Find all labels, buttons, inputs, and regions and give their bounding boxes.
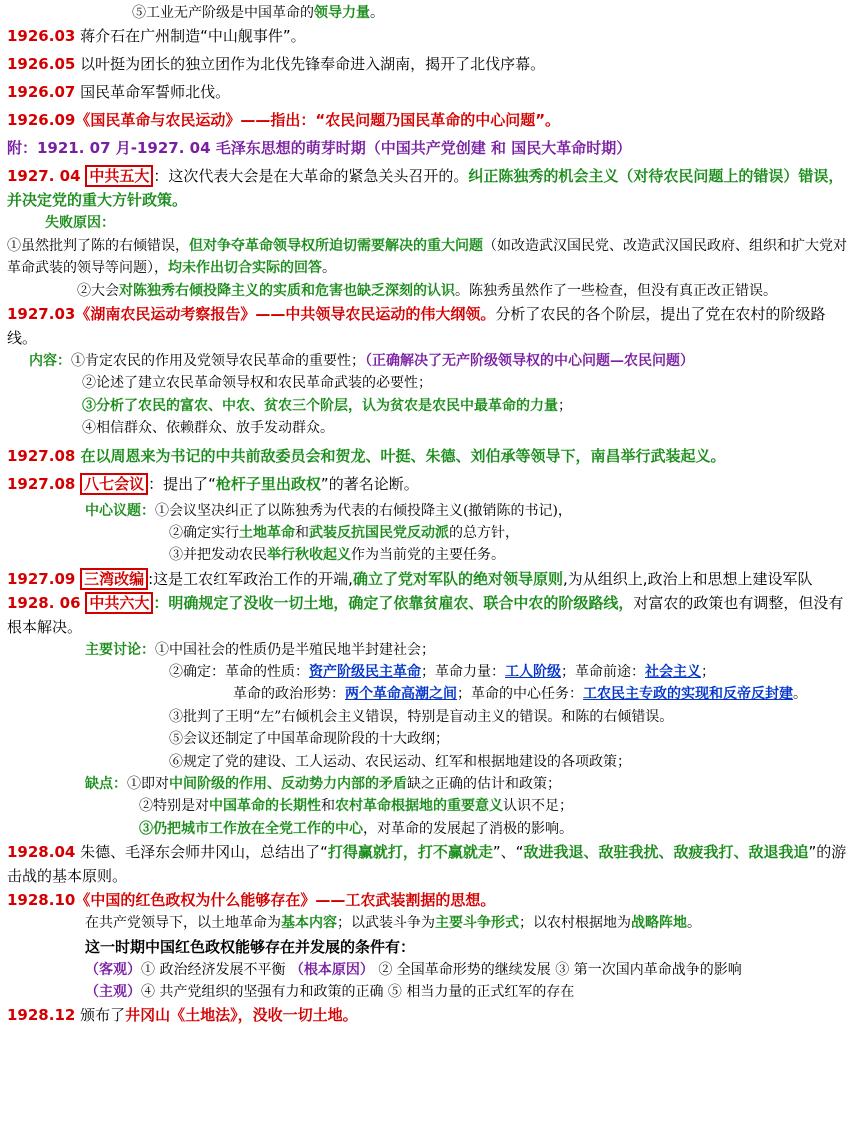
- text: ②确定实行: [169, 524, 239, 541]
- line-36: [7, 959, 853, 981]
- text: ②大会: [77, 282, 119, 299]
- highlight: 基本内容: [281, 915, 337, 932]
- line-14: [7, 395, 853, 417]
- text: ：提出了“: [148, 474, 216, 493]
- highlight: 打得赢就打，打不赢就走: [327, 843, 493, 862]
- highlight: ③仍把城市工作放在全党工作的中心: [139, 820, 363, 837]
- line-03: [7, 52, 853, 76]
- section-label: 内容：: [29, 352, 71, 369]
- text: （如改造武汉国民党、改造武汉国民政府、组织和扩大党对革命武装的领导等问题），: [7, 237, 847, 277]
- highlight: 主要斗争形式: [435, 915, 519, 932]
- highlight: 举行秋收起义: [267, 547, 351, 564]
- text: ⑤会议还制定了中国革命现阶段的十大政纲；: [169, 731, 449, 748]
- text: 。: [687, 915, 701, 932]
- section-label: 中心议题：: [85, 502, 155, 519]
- highlight: ：明确规定了没收一切土地，确定了依靠贫雇农、联合中农的阶级路线，: [153, 593, 634, 612]
- highlight: 两个革命高潮之间: [345, 686, 457, 703]
- text: ；: [701, 664, 715, 681]
- text: 蒋介石在广州制造“中山舰事件”。: [75, 27, 306, 46]
- line-32: [7, 840, 853, 888]
- highlight: （根本原因）: [289, 961, 374, 978]
- line-33: [7, 888, 853, 912]
- highlight: ③分析了农民的富农、中农、贫农三个阶层，认为贫农是农民中最革命的力量: [82, 397, 558, 414]
- text: ⑥规定了党的建设、工人运动、农民运动、红军和根据地建设的各项政策；: [169, 753, 631, 770]
- highlight: 中间阶级的作用、反动势力内部的矛盾: [169, 776, 407, 793]
- text: ①会议坚决纠正了以陈独秀为代表的右倾投降主义(撤销陈的书记)，: [155, 502, 572, 519]
- line-27: [7, 728, 853, 750]
- text: 认识不足；: [503, 798, 573, 815]
- period-heading: 附：1921. 07 月-1927. 04 毛泽东思想的萌芽时期（中国共产党创建 和 国民大革命时期）: [7, 139, 632, 158]
- text: 朱德、毛泽东会师井冈山，总结出了“: [75, 843, 328, 862]
- text: 和: [321, 798, 335, 815]
- text: ② 全国革命形势的继续发展 ③ 第一次国内革命战争的影响: [373, 961, 742, 978]
- text: ；以农村根据地为: [519, 915, 631, 932]
- highlight: 工人阶级: [505, 664, 561, 681]
- text: 以叶挺为团长的独立团作为北伐先锋奉命进入湖南，揭开了北伐序幕。: [75, 55, 546, 74]
- section-label: 缺点：: [85, 776, 127, 793]
- date: 1926.03: [7, 27, 76, 46]
- highlight: 敌进我退、敌驻我扰、敌疲我打、敌退我追: [523, 843, 809, 862]
- date: 1926.09: [7, 111, 76, 130]
- text: ④ 共产党组织的坚强有力和政策的正确 ⑤ 相当力量的正式红军的存在: [141, 983, 575, 1000]
- line-04: [7, 80, 853, 104]
- text: ，对革命的发展起了消极的影响。: [363, 820, 573, 837]
- subheading: 这一时期中国红色政权能够存在并发展的条件有：: [85, 937, 416, 956]
- section-label: 主要讨论：: [85, 641, 155, 658]
- date: 1927.08: [7, 474, 76, 493]
- text: 缺之正确的估计和政策；: [407, 776, 561, 793]
- highlight: 领导力量: [314, 5, 370, 21]
- text: 。陈独秀虽然作了一些检查，但没有真正改正错误。: [455, 282, 777, 299]
- text: ③并把发动农民: [169, 547, 267, 564]
- line-17: [7, 472, 853, 496]
- line-10: [7, 280, 853, 302]
- event-box: 中共五大: [85, 165, 153, 187]
- line-29: [7, 773, 853, 795]
- section-label: 失败原因：: [45, 215, 115, 232]
- text: ②论述了建立农民革命领导权和农民革命武装的必要性；: [82, 375, 432, 392]
- highlight: 对陈独秀右倾投降主义的实质和危害也缺乏深刻的认识: [119, 282, 455, 299]
- date: 1926.05: [7, 55, 76, 74]
- text: 颁布了: [75, 1006, 126, 1025]
- line-37: [7, 981, 853, 1003]
- text: ,为从组织上,政治上和思想上建设军队: [562, 569, 813, 588]
- text: 和: [295, 524, 309, 541]
- line-02: [7, 24, 853, 48]
- text: ”的游击战的基本原则。: [7, 843, 847, 886]
- text: 在共产党领导下，以土地革命为: [85, 915, 281, 932]
- highlight: 社会主义: [645, 664, 701, 681]
- line-11: [7, 302, 853, 350]
- line-35: [7, 935, 853, 959]
- text: ：这次代表大会是在大革命的紧急关头召开的。: [153, 167, 469, 186]
- line-06: [7, 136, 853, 160]
- date: 1927.09: [7, 569, 76, 588]
- text: ①肯定农民的作用及党领导农民革命的重要性；: [71, 352, 365, 369]
- text: ；革命前途：: [561, 664, 645, 681]
- text: ④相信群众、依赖群众、放手发动群众。: [82, 420, 334, 437]
- text: ；: [558, 397, 572, 414]
- event-box: 八七会议: [80, 473, 148, 495]
- text: ①中国社会的性质仍是半殖民地半封建社会；: [155, 641, 435, 658]
- text: ①虽然批判了陈的右倾错误，: [7, 237, 189, 254]
- line-22: [7, 591, 853, 639]
- highlight: 战略阵地: [631, 915, 687, 932]
- highlight: 工农民主专政的实现和反帝反封建: [583, 686, 793, 703]
- text: ⑤工业无产阶级是中国革命的: [132, 5, 314, 21]
- date: 1928.10: [7, 891, 76, 910]
- text: 。: [793, 686, 807, 703]
- text: ①即对: [127, 776, 169, 793]
- highlight: 中国革命的长期性: [209, 798, 321, 815]
- text: 对富农的政策也有调整，但没有根本解决。: [7, 593, 844, 636]
- line-01: [7, 2, 853, 24]
- highlight: 枪杆子里出政权: [215, 474, 321, 493]
- line-30: [7, 795, 853, 817]
- text: ；以武装斗争为: [337, 915, 435, 932]
- text: 分析了农民的各个阶层，提出了党在农村的阶级路线。: [7, 304, 826, 347]
- line-28: [7, 751, 853, 773]
- line-09: [7, 235, 853, 280]
- highlight: 确立了党对军队的绝对领导原则: [352, 569, 563, 588]
- event-box: 三湾改编: [80, 568, 148, 590]
- highlight: 《湖南农民运动考察报告》——中共领导农民运动的伟大纲领。: [75, 304, 496, 323]
- text: 国民革命军誓师北伐。: [75, 83, 231, 102]
- text: ③批判了王明“左”右倾机会主义错误，特别是盲动主义的错误。和陈的右倾错误。: [169, 708, 674, 725]
- line-07: [7, 164, 853, 212]
- line-21: [7, 567, 853, 591]
- highlight: 井冈山《土地法》，没收一切土地。: [125, 1006, 358, 1025]
- highlight: 《中国的红色政权为什么能够存在》——工农武装割据的思想。: [75, 891, 496, 910]
- text: ”的著名论断。: [320, 474, 419, 493]
- date: 1927.08: [7, 446, 76, 465]
- date: 1927.03: [7, 304, 76, 323]
- text: ”、“: [492, 843, 524, 862]
- highlight: （正确解决了无产阶级领导权的中心问题—农民问题）: [365, 352, 694, 369]
- line-16: [7, 444, 853, 468]
- line-15: [7, 417, 853, 439]
- line-25: [7, 683, 853, 705]
- text: ① 政治经济发展不平衡: [141, 961, 290, 978]
- line-26: [7, 706, 853, 728]
- text: 。: [370, 5, 384, 21]
- text: 。: [322, 260, 336, 277]
- line-12: [7, 350, 853, 372]
- text: ②特别是对: [139, 798, 209, 815]
- line-18: [7, 500, 853, 522]
- text: 革命的政治形势：: [233, 686, 345, 703]
- line-08: [7, 212, 853, 234]
- line-05: [7, 108, 853, 132]
- event-box: 中共六大: [85, 592, 153, 614]
- date: 1928. 06: [7, 593, 81, 612]
- highlight: 在以周恩来为书记的中共前敌委员会和贺龙、叶挺、朱德、刘伯承等领导下，南昌举行武装起义。: [75, 446, 726, 465]
- highlight: （主观）: [85, 983, 141, 1000]
- text: 作为当前党的主要任务。: [351, 547, 505, 564]
- date: 1926.07: [7, 83, 76, 102]
- date: 1928.04: [7, 843, 76, 862]
- highlight: 资产阶级民主革命: [309, 664, 421, 681]
- highlight: 武装反抗国民党反动派: [309, 524, 449, 541]
- highlight: 农村革命根据地的重要意义: [335, 798, 503, 815]
- line-19: [7, 522, 853, 544]
- highlight: 《国民革命与农民运动》——指出：“农民问题乃国民革命的中心问题”。: [75, 111, 561, 130]
- text: 的总方针，: [449, 524, 519, 541]
- highlight: （客观）: [85, 961, 141, 978]
- date: 1927. 04: [7, 167, 81, 186]
- line-20: [7, 544, 853, 566]
- line-24: [7, 661, 853, 683]
- highlight: 土地革命: [239, 524, 295, 541]
- line-13: [7, 372, 853, 394]
- highlight: 纠正陈独秀的机会主义（对待农民问题上的错误）错误，并决定党的重大方针政策。: [7, 167, 844, 210]
- text: :这是工农红军政治工作的开端,: [148, 569, 353, 588]
- line-38: [7, 1003, 853, 1027]
- line-31: [7, 818, 853, 840]
- highlight: 但对争夺革命领导权所迫切需要解决的重大问题: [189, 237, 483, 254]
- line-34: [7, 912, 853, 934]
- highlight: 均未作出切合实际的回答: [168, 260, 322, 277]
- line-23: [7, 639, 853, 661]
- text: ；革命力量：: [421, 664, 505, 681]
- text: ；革命的中心任务：: [457, 686, 583, 703]
- text: ②确定：革命的性质：: [169, 664, 309, 681]
- date: 1928.12: [7, 1006, 76, 1025]
